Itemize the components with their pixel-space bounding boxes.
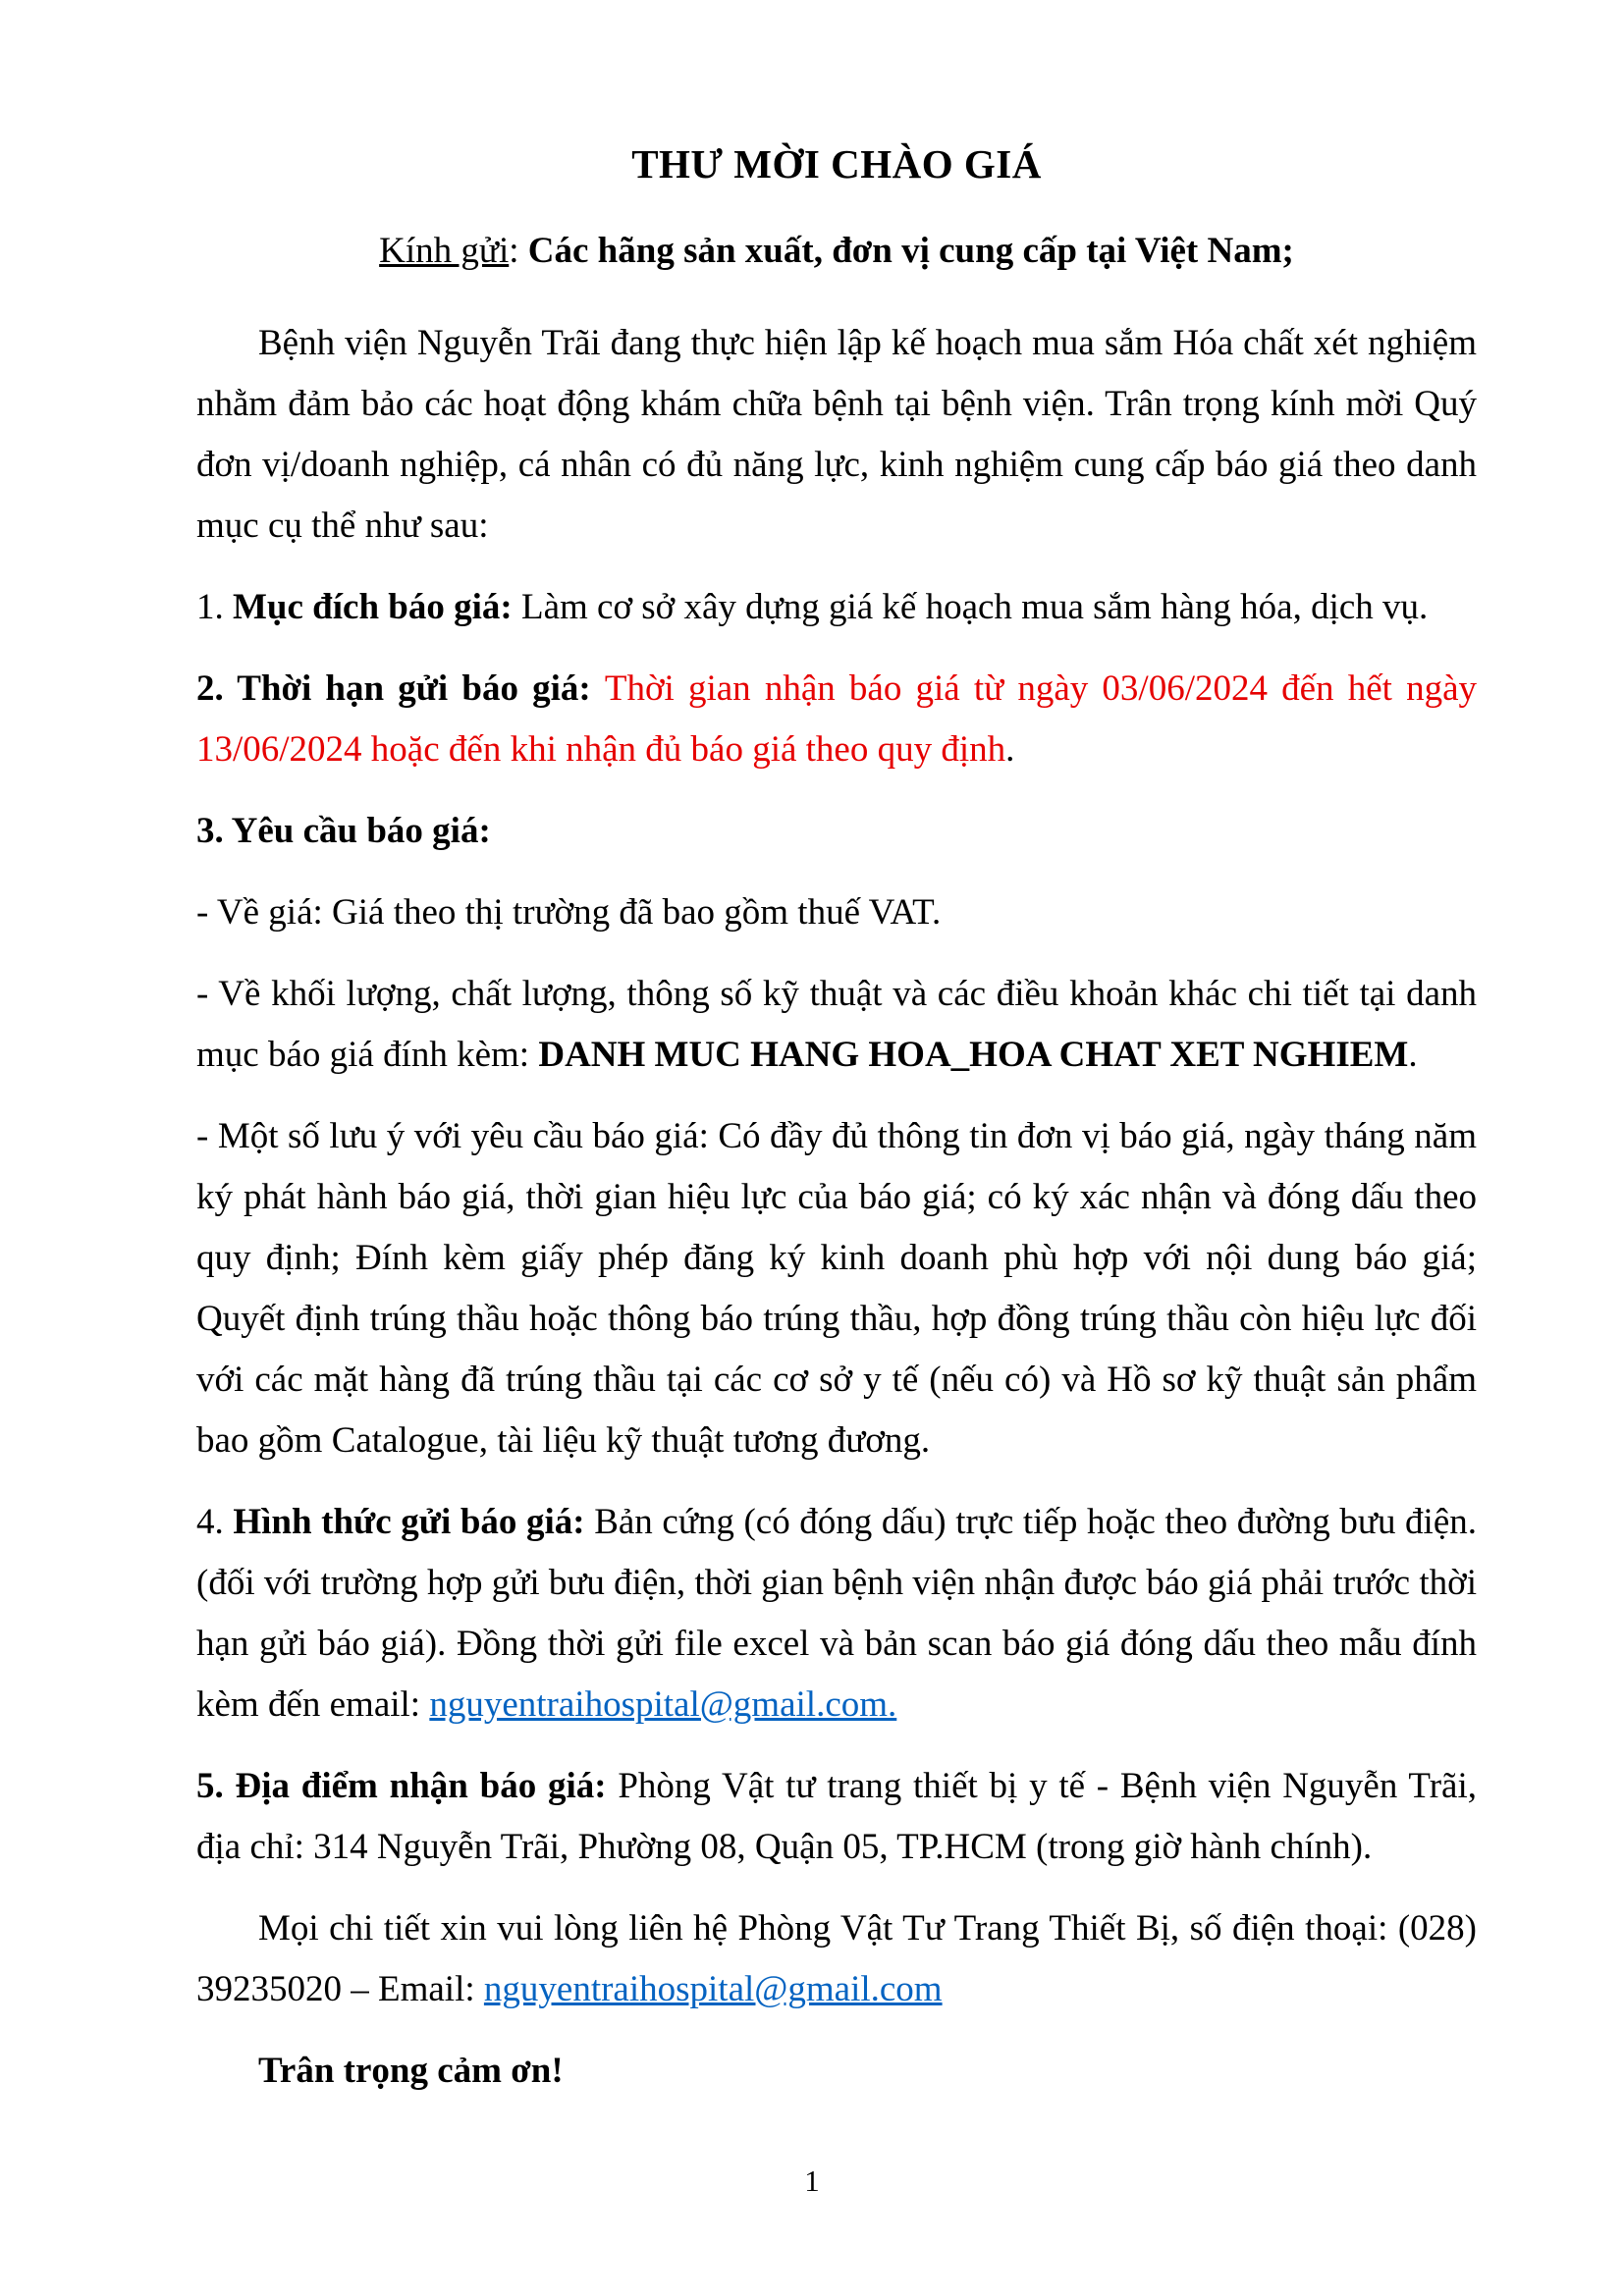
intro-paragraph: Bệnh viện Nguyễn Trãi đang thực hiện lập kế hoạch mua sắm Hóa chất xét nghiệm nhằm đảm bảo các hoạt động khám chữa bệnh tại bệnh viện. Trân trọng kính mời Quý đơn vị/doanh nghiệp, cá nhân có đủ năng lực, kinh nghiệm cung cấp báo giá theo danh mục cụ thể như sau: xyxy=(196,323,1477,546)
attachment-list-name: DANH MUC HANG HOA_HOA CHAT XET NGHIEM xyxy=(538,1035,1409,1075)
section-3-heading: 3. Yêu cầu báo giá: xyxy=(196,811,491,851)
section-1-text: Làm cơ sở xây dựng giá kế hoạch mua sắm hàng hóa, dịch vụ. xyxy=(520,587,1429,627)
bullet-specs-period: . xyxy=(1408,1035,1418,1075)
salutation-label: Kính gửi xyxy=(379,231,510,271)
email-link[interactable]: nguyentraihospital@gmail.com. xyxy=(429,1684,897,1725)
section-1-purpose xyxy=(196,577,1477,638)
contact-paragraph xyxy=(196,1898,1477,2020)
salutation-line xyxy=(196,221,1477,282)
section-4-heading: Hình thức gửi báo giá: xyxy=(233,1502,595,1542)
salutation-colon: : xyxy=(509,231,528,271)
page-title: THƯ MỜI CHÀO GIÁ xyxy=(631,141,1042,187)
section-2-heading: 2. Thời hạn gửi báo giá: xyxy=(196,668,605,709)
section-5-heading: 5. Địa điểm nhận báo giá: xyxy=(196,1766,619,1806)
page-number: 1 xyxy=(804,2163,820,2198)
section-2-deadline-text: Thời gian nhận báo giá từ ngày 03/06/2024 đến hết ngày 13/06/2024 hoặc đến khi nhận đủ báo giá theo quy định xyxy=(196,668,1477,770)
section-1-heading: Mục đích báo giá: xyxy=(233,587,521,627)
bullet-specs-lead: - Về khối lượng, chất lượng, thông số kỹ thuật và các điều khoản khác chi tiết tại danh mục báo giá đính kèm: xyxy=(196,974,1477,1075)
section-5-location xyxy=(196,1756,1477,1878)
section-3-bullet-specs xyxy=(196,964,1477,1086)
section-4-text: Bản cứng (có đóng dấu) trực tiếp hoặc theo đường bưu điện. (đối với trường hợp gửi bưu điện, thời gian bệnh viện nhận được báo giá phải trước thời hạn gửi báo giá). Đồng thời gửi file excel và bản scan báo giá đóng dấu theo mẫu đính kèm đến email: xyxy=(196,1502,1477,1725)
contact-email-link[interactable]: nguyentraihospital@gmail.com xyxy=(483,1969,943,2009)
section-1-number: 1. xyxy=(196,587,233,627)
salutation-recipient: Các hãng sản xuất, đơn vị cung cấp tại Việt Nam; xyxy=(527,231,1294,271)
section-4-submission xyxy=(196,1492,1477,1735)
section-5-text: Phòng Vật tư trang thiết bị y tế - Bệnh viện Nguyễn Trãi, địa chỉ: 314 Nguyễn Trãi, Phường 08, Quận 05, TP.HCM (trong giờ hành chính). xyxy=(196,1766,1478,1867)
section-4-number: 4. xyxy=(196,1502,234,1542)
section-2-deadline xyxy=(196,659,1477,780)
contact-lead: Mọi chi tiết xin vui lòng liên hệ Phòng Vật Tư Trang Thiết Bị, số điện thoại: (028) 39235020 – Email: xyxy=(196,1908,1477,2009)
section-3-bullet-price: - Về giá: Giá theo thị trường đã bao gồm thuế VAT. xyxy=(196,892,942,933)
closing-line: Trân trọng cảm ơn! xyxy=(258,2051,564,2091)
section-3-bullet-notes: - Một số lưu ý với yêu cầu báo giá: Có đầy đủ thông tin đơn vị báo giá, ngày tháng năm ký phát hành báo giá, thời gian hiệu lực của báo giá; có ký xác nhận và đóng dấu theo quy định; Đính kèm giấy phép đăng ký kinh doanh phù hợp với nội dung báo giá; Quyết định trúng thầu hoặc thông báo trúng thầu, hợp đồng trúng thầu còn hiệu lực đối với các mặt hàng đã trúng thầu tại các cơ sở y tế (nếu có) và Hồ sơ kỹ thuật sản phẩm bao gồm Catalogue, tài liệu kỹ thuật tương đương. xyxy=(196,1116,1477,1461)
section-2-period: . xyxy=(1005,729,1015,770)
